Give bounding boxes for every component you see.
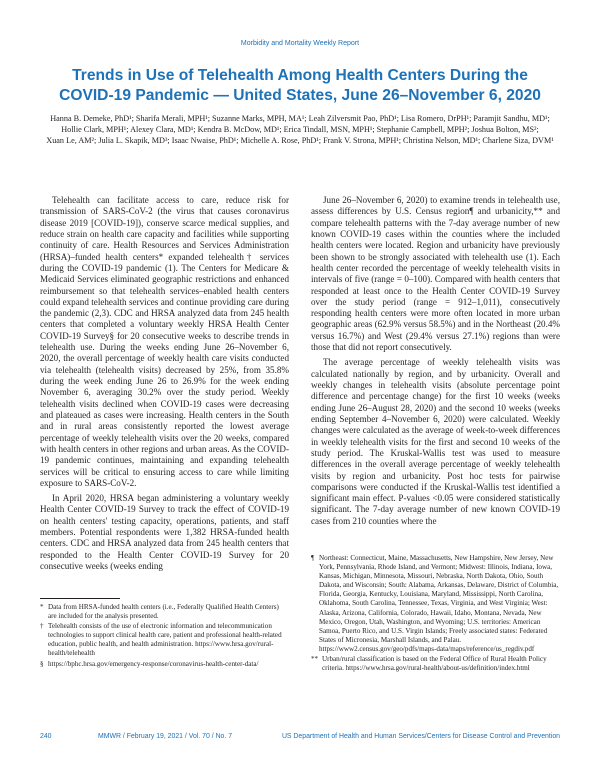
footnote — [311, 554, 560, 654]
body-column-left — [40, 195, 289, 572]
footnote-text: Telehealth consists of the use of electronic information and telecommunication technologies to support clinical health care, patient and professional health-related education, public health, and health administration. https://www.hrsa.gov/rural-health/telehealth — [48, 622, 282, 658]
page-footer — [40, 733, 560, 743]
footnote — [311, 655, 560, 673]
footnote-symbol: ** — [311, 655, 319, 664]
footnote — [40, 603, 289, 621]
body-paragraph: June 26–November 6, 2020) to examine trends in telehealth use, assess differences by U.S. Census region¶ and urbanicity,** and compare telehealth patterns with the 7-day average number of new known COVID-19 cases within the counties where the included health centers were located. Region and urbanicity have previously been shown to be strongly associated with telehealth use (1). Each health center recorded the percentage of weekly telehealth visits in intervals of five (range = 0–100). Compared with health centers that responded at least once to the Health Center COVID-19 Survey over the study period (range = 912–1,011), consecutively responding health centers were more often located in more urban geographic areas (62.9% versus 58.5%) and in the Northeast (20.4% versus 16.7%) and West (29.4% versus 27.1%) regions than were those that did not report consecutively. — [311, 195, 560, 353]
title-line-2: COVID-19 Pandemic — United States, June 26–November 6, 2020 — [59, 87, 541, 104]
footnote — [40, 660, 289, 669]
running-head: Morbidity and Mortality Weekly Report — [240, 40, 360, 47]
journal-issue: MMWR / February 19, 2021 / Vol. 70 / No. 7 — [98, 733, 233, 740]
author-line: Xuan Le, AM²; Julia L. Skapik, MD³; Isaac Nwaise, PhD¹; Michelle A. Rose, PhD¹; Frank V. Strona, MPH¹; Christina Nelson, MD¹; Charlene Siza, DVM¹ — [46, 135, 554, 145]
footnote-symbol: † — [40, 622, 44, 631]
footnote-text: Data from HRSA-funded health centers (i.e., Federally Qualified Health Centers) are included for the analysis presented. — [48, 603, 279, 621]
footnote-symbol: ¶ — [311, 554, 315, 562]
title-line-1: Trends in Use of Telehealth Among Health Centers During the — [72, 67, 528, 84]
body-column-right — [311, 195, 560, 527]
body-paragraph: Telehealth can facilitate access to care, reduce risk for transmission of SARS-CoV-2 (the virus that causes coronavirus disease 2019 [COVID-19]), conserve scarce medical supplies, and reduce strain on health care capacity and facilities while supporting continuity of care. Health Resources and Services Administration (HRSA)–funded health centers* expanded telehealth† services during the COVID-19 pandemic (1). The Centers for Medicare & Medicaid Services eliminated geographic restrictions and enhanced reimbursement so that telehealth services–enabled health centers could expand telehealth services and continue providing care during the pandemic (2,3). CDC and HRSA analyzed data from 245 health centers that completed a voluntary weekly HRSA Health Center COVID-19 Survey§ for 20 consecutive weeks to describe trends in telehealth use. During the weeks ending June 26–November 6, 2020, the overall percentage of weekly health care visits conducted via telehealth (telehealth visits) decreased by 25%, from 35.8% during the week ending June 26 to 26.9% for the week ending November 6, averaging 30.2% over the study period. Weekly telehealth visits declined when COVID-19 cases were decreasing and plateaued as cases were increasing. Health centers in the South and in rural areas consistently reported the lowest average percentage of weekly telehealth visits over the 20 weeks, compared with health centers in other regions and urban areas. As the COVID-19 pandemic continues, maintaining and expanding telehealth services will be critical to ensuring access to care while limiting exposure to SARS-CoV-2. — [40, 195, 289, 488]
body-paragraph: The average percentage of weekly telehealth visits was calculated nationally by region, and by urbanicity. Overall and weekly changes in telehealth visits (absolute percentage point difference and percentage change) for the first 10 weeks (weeks ending June 26–August 28, 2020) and the second 10 weeks (weeks ending September 4–November 6, 2020) were calculated. Weekly changes were calculated as the average of week-to-week differences in weekly telehealth visits for the first and second 10 weeks of the study period. The Kruskal-Wallis test was used to measure differences in the overall average percentage of weekly telehealth visits by region and urbanicity. Post hoc tests for pairwise comparisons were conducted if the Kruskal-Wallis test identified a significant main effect. P-values <0.05 were considered statistically significant. The 7-day average number of new known COVID-19 cases from 210 counties where the — [311, 357, 560, 526]
footnotes-right — [311, 554, 560, 673]
footnotes-left — [40, 598, 289, 669]
author-line: Hollie Clark, MPH¹; Alexey Clara, MD¹; Kendra B. McDow, MD¹; Erica Tindall, MSN, MPH¹; Stephanie Campbell, MPH²; Joshua Bolton, MS²; — [61, 124, 539, 134]
publisher-line: US Department of Health and Human Services/Centers for Disease Control and Prevention — [281, 733, 560, 740]
page-number: 240 — [40, 733, 52, 740]
article-title — [40, 66, 560, 106]
footnote-text: https://bphc.hrsa.gov/emergency-response/coronavirus-health-center-data/ — [48, 659, 259, 668]
footnote — [40, 622, 289, 658]
footnote-text: Northeast: Connecticut, Maine, Massachusetts, New Hampshire, New Jersey, New York, Pennsylvania, Rhode Island, and Vermont; Midwest: Illinois, Indiana, Iowa, Kansas, Michigan, Minnesota, Missouri, Nebraska, North Dakota, Ohio, South Dakota, and Wisconsin; South: Alabama, Arkansas, Delaware, District of Columbia, Florida, Georgia, Kentucky, Louisiana, Maryland, Mississippi, North Carolina, Oklahoma, South Carolina, Tennessee, Texas, Virginia, and West Virginia; West: Alaska, Arizona, California, Colorado, Hawaii, Idaho, Montana, Nevada, New Mexico, Oregon, Utah, Washington, and Wyoming; U.S. territories: American Samoa, Puerto Rico, and U.S. Virgin Islands; Freely associated states: Federated States of Micronesia, Marshall Islands, and Palau. https://www2.census.gov/geo/pdfs/maps-data/maps/reference/us_regdiv.pdf — [319, 554, 559, 653]
author-list — [40, 114, 560, 147]
body-paragraph: In April 2020, HRSA began administering a voluntary weekly Health Center COVID-19 Survey to track the effect of COVID-19 on health centers' testing capacity, operations, patients, and staff members. Potential respondents were 1,382 HRSA-funded health centers. CDC and HRSA analyzed data from 245 health centers that responded to the Health Center COVID-19 Survey for 20 consecutive weeks (weeks ending — [40, 493, 289, 571]
footnote-symbol: § — [40, 659, 44, 668]
footnote-divider — [40, 598, 120, 599]
author-line: Hanna B. Demeke, PhD¹; Sharifa Merali, MPH¹; Suzanne Marks, MPH, MA¹; Leah Zilversmit Pao, PhD¹; Lisa Romero, DrPH¹; Paramjit Sandhu, MD¹; — [50, 114, 550, 123]
footnote-symbol: * — [40, 603, 44, 611]
footnote-text: Urban/rural classification is based on the Federal Office of Rural Health Policy criteria. https://www.hrsa.gov/rural-health/about-us/definition/index.html — [322, 655, 547, 673]
